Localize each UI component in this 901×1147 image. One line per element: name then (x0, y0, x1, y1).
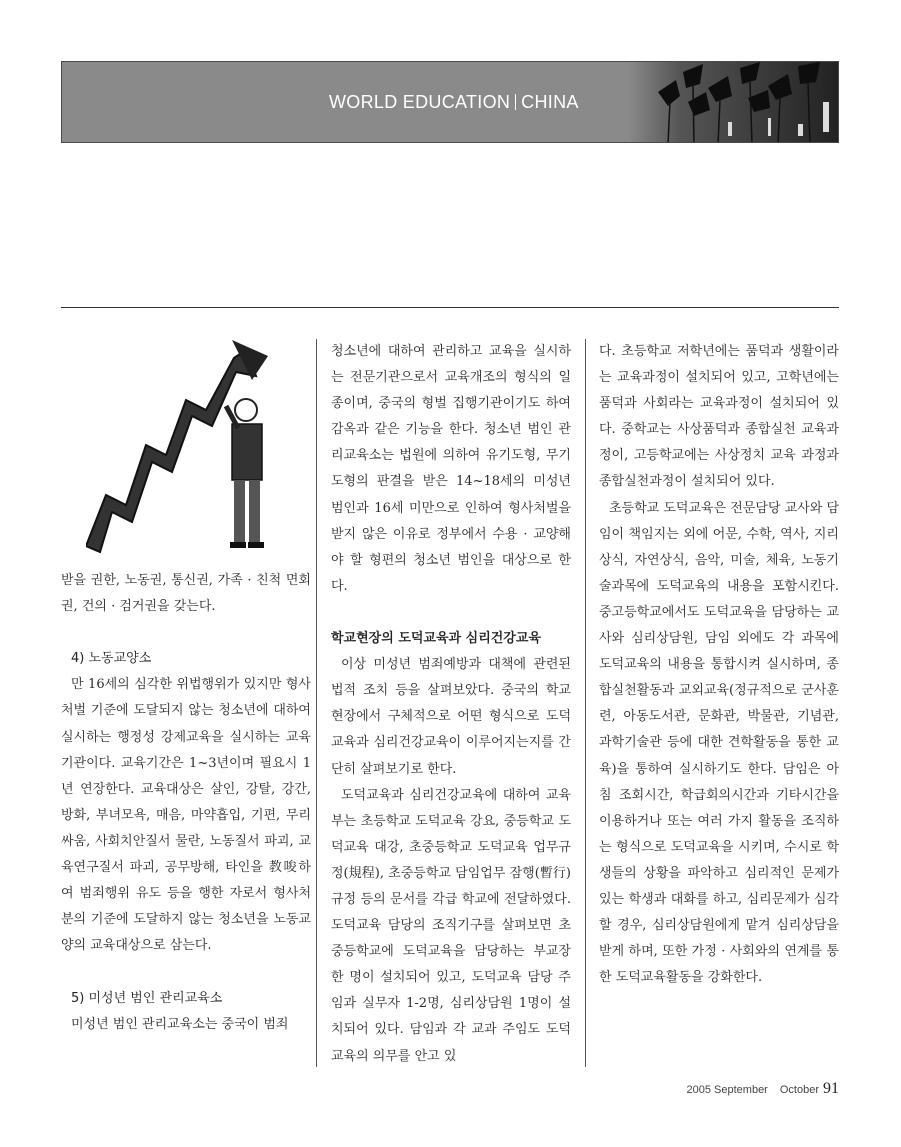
title-separator (515, 94, 516, 110)
section-title (329, 92, 579, 113)
header-photo (628, 62, 838, 143)
paragraph: 미성년 범인 관리교육소는 중국이 범죄 (71, 1016, 289, 1032)
growth-arrow-illustration (86, 340, 306, 558)
column-2 (331, 339, 571, 1070)
paragraph: 청소년에 대하여 관리하고 교육을 실시하는 전문기관으로서 교육개조의 형식의 일종이며, 중국의 형벌 집행기관이기도 하여 감옥과 같은 기능을 한다. 청소년 범인 관리교육소는 법원에 의하여 유기도형, 무기도형의 판결을 받은 14~18세의 미성년 범인과 16세 미만으로 인하여 형사처벌을 받지 않은 이유로 정부에서 수용 · 교양해야 할 형편의 청소년 범인을 대상으로 한다. (331, 344, 571, 594)
section-heading: 5) 미성년 범인 관리교육소 (71, 990, 223, 1006)
paragraph: 초등학교 도덕교육은 전문담당 교사와 담임이 책임지는 외에 어문, 수학, 역사, 지리상식, 자연상식, 음악, 미술, 체육, 노동기술과목에 도덕교육의 내용을 포함시킨다. 중고등학교에서도 도덕교육을 담당하는 교사와 심리상담원, 담임 외에도 각 과목에 도덕교육의 내용을 통합시켜 실시하며, 종합실천활동과 교외교육(정규적으로 군사훈련, 아동도서관, 문화관, 박물관, 기념관, 과학기술관 등에 대한 견학활동을 통한 교육)을 통하여 실시하기도 한다. 담임은 아침 조회시간, 학급회의시간과 기타시간을 이용하거나 또는 여러 가지 활동을 조직하는 형식으로 도덕교육을 시키며, 수시로 학생들의 상황을 파악하고 심리적인 문제가 있는 학생과 대화를 하고, 심리문제가 심각할 경우, 심리상담원에게 맡겨 심리상담을 받게 하며, 또한 가정 · 사회와의 연계를 통한 도덕교육활동을 강화한다. (599, 500, 840, 986)
paragraph: 만 16세의 심각한 위법행위가 있지만 형사처벌 기준에 도달되지 않는 청소년에 대하여 실시하는 행정성 강제교육을 실시하는 교육기관이다. 교육기간은 1~3년이며 필요시 1년 연장한다. 교육대상은 살인, 강탈, 강간, 방화, 부녀모욕, 매음, 마약흡입, 기편, 무리싸움, 사회치안질서 물란, 노동질서 파괴, 교육연구질서 파괴, 공무방해, 타인을 教唆하여 범죄행위 유도 등을 행한 자로서 형사처분의 기준에 도달하지 않는 청소년을 노동교양의 교육대상으로 삼는다. (61, 677, 311, 954)
section-title-left: WORLD EDUCATION (329, 92, 511, 112)
section-heading: 학교현장의 도덕교육과 심리건강교육 (331, 631, 541, 647)
paragraph: 도덕교육과 심리건강교육에 대하여 교육부는 초등학교 도덕교육 강요, 중등학교 도덕교육 대강, 초중등학교 도덕교육 업무규정(規程), 초중등학교 담임업무 잠행(暫行)규정 등의 문서를 각급 학교에 전달하였다. 도덕교육 담당의 조직기구를 살펴보면 초중등학교에 도덕교육을 담당하는 부교장 한 명이 설치되어 있고, 도덕교육 담당 주임과 실무자 1-2명, 심리상담원 1명이 설치되어 있다. 담임과 각 교과 주임도 도덕교육의 의무를 안고 있 (331, 787, 571, 1064)
page-number: 91 (823, 1080, 839, 1097)
paragraph: 다. 초등학교 저학년에는 품덕과 생활이라는 교육과정이 설치되어 있고, 고학년에는 품덕과 사회라는 교육과정이 설치되어 있다. 중학교는 사상품덕과 종합실천 교육과정이, 고등학교에는 사상정치 교육 과정과 종합실천과정이 설치되어 있다. (599, 344, 839, 490)
person-figure (226, 399, 264, 548)
column-divider (316, 339, 317, 1067)
column-divider (585, 339, 586, 1067)
header-banner (61, 61, 839, 143)
column-1 (61, 568, 311, 1038)
issue-month: 2005 September (686, 1084, 768, 1096)
paragraph: 받을 권한, 노동권, 통신권, 가족 · 친척 면회권, 건의 · 검거권을 갖는다. (61, 573, 311, 615)
section-title-right: CHINA (521, 92, 579, 112)
column-3 (599, 339, 839, 991)
horizontal-rule (61, 307, 839, 308)
page-footer (687, 1080, 839, 1098)
issue-month: October (779, 1084, 819, 1096)
paragraph: 이상 미성년 범죄예방과 대책에 관련된 법적 조치 등을 살펴보았다. 중국의 학교 현장에서 구체적으로 어떤 형식으로 도덕교육과 심리건강교육이 이루어지는지를 간단히 살펴보기로 한다. (331, 657, 571, 777)
section-heading: 4) 노동교양소 (71, 651, 152, 667)
